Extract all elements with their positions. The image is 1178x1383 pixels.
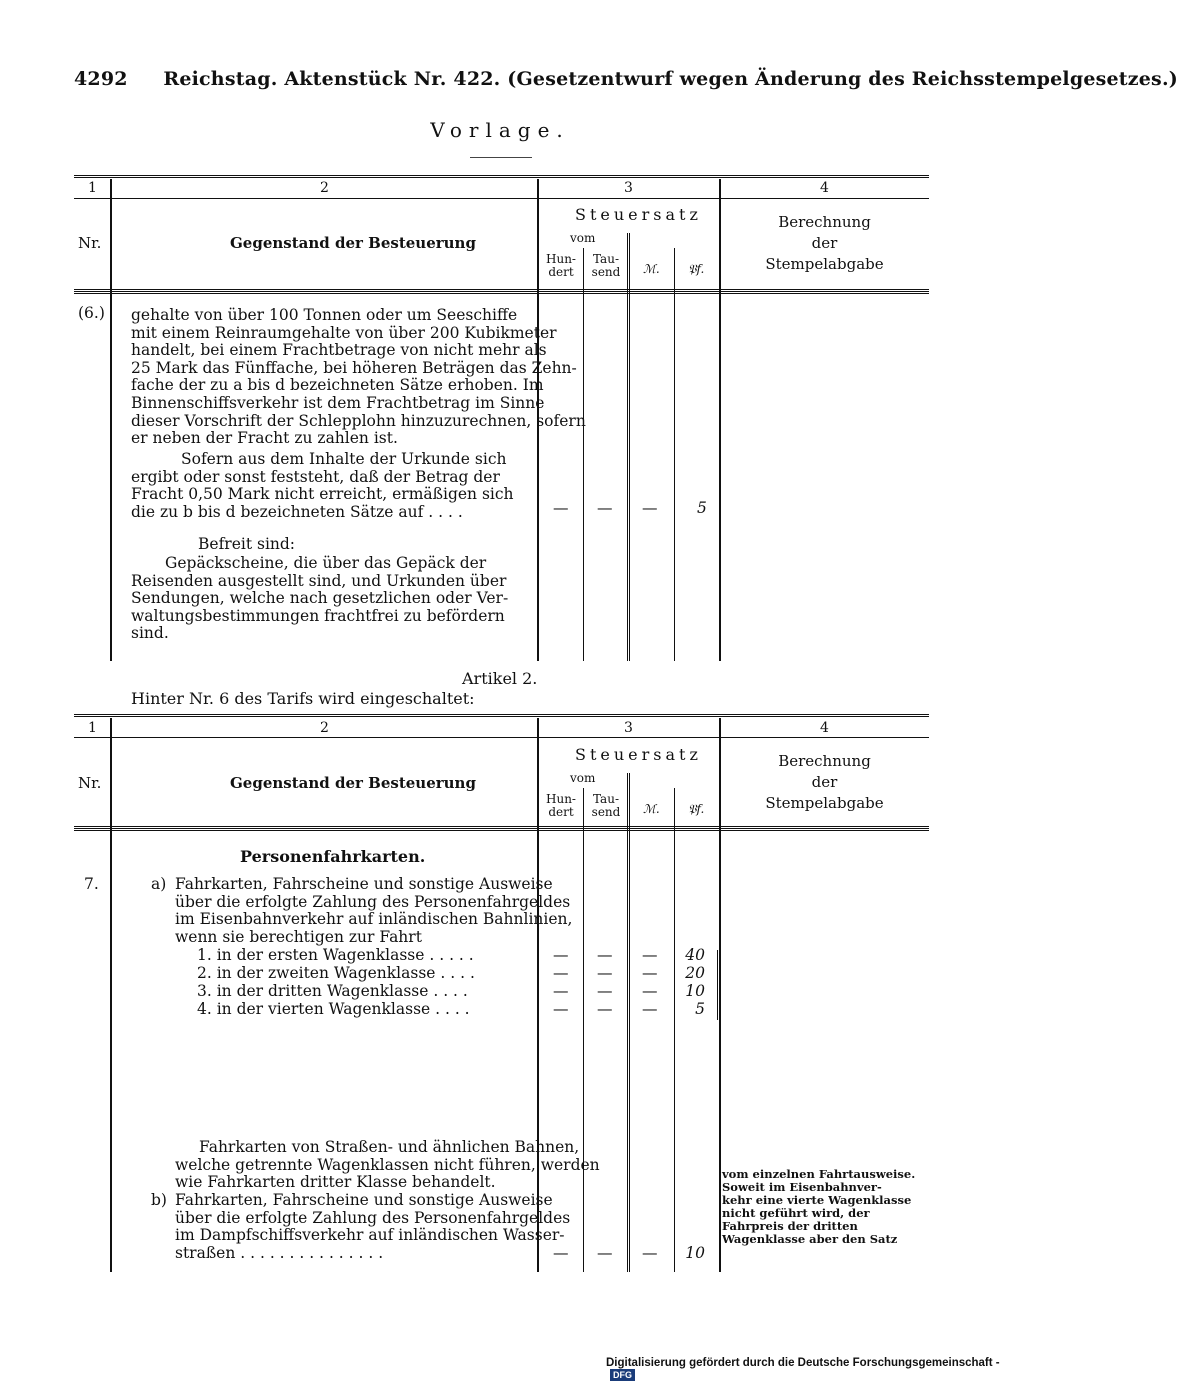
row-nr: 7. (84, 875, 99, 893)
note-text: vom einzelnen Fahrtausweise. Soweit im Eisenbahnver- kehr eine vierte Wagenklasse nicht geführt wird, der Fahrpreis der dritten Wagenklasse aber den Satz (722, 1167, 916, 1246)
col-pf-label: 𝔓f. (688, 262, 705, 276)
col-steuersatz-label: Steuersatz (575, 205, 702, 224)
col-4-number: 4 (820, 180, 829, 196)
item-b-text: Fahrkarten, Fahrscheine und sonstige Ausweise über die erfolgte Zahlung des Personenfahrgeldes im Dampfschiffsverkehr auf inländischen Wasser- straßen . . . . . . . . . . . . . . . (175, 1191, 571, 1262)
dfg-logo: DFG (610, 1369, 635, 1381)
col-4-number: 4 (820, 720, 829, 736)
footer-text: Digitalisierung gefördert durch die Deutsche Forschungsgemeinschaft - (606, 1357, 1000, 1369)
befreit-text: Gepäckscheine, die über das Gepäck der Reisenden ausgestellt sind, und Urkunden über Sendungen, welche nach gesetzlichen oder Ver- waltungsbestimmungen frachtfrei zu befördern sind. (131, 554, 509, 643)
text-block: gehalte von über 100 Tonnen oder um Seeschiffe mit einem Reinraumgehalte von über 200 Kubikmeter handelt, bei einem Frachtbetrage von nicht mehr als 25 Mark das Fünffache, bei höheren Beträgen das Zehn- fache der zu a bis d bezeichneten Sätze erhoben. Im Binnenschiffsverkehr ist dem Frachtbetrag im Sinne dieser Vorschrift der Schlepplohn hinzuzurechnen, sofern er neben der Fracht zu zahlen ist. (131, 306, 586, 448)
rate-hundert: — (553, 1244, 569, 1262)
footer (606, 1357, 1000, 1381)
col-nr-label: Nr. (78, 234, 102, 252)
rate-tausend: — (597, 1244, 613, 1262)
rate-tausend: — (597, 499, 613, 517)
class-bracket (717, 950, 718, 1020)
header-title: Reichstag. Aktenstück Nr. 422. (Gesetzentwurf wegen Änderung des Reichsstempelgesetzes.) (163, 68, 1178, 90)
strassen-text: Fahrkarten von Straßen- und ähnlichen Bahnen, welche getrennte Wagenklassen nicht führen, werden wie Fahrkarten dritter Klasse behandelt. (175, 1138, 600, 1192)
col-nr-label: Nr. (78, 774, 102, 792)
col-vom-label: vom (570, 231, 596, 245)
befreit-title: Befreit sind: (198, 535, 296, 553)
col-hundert-label: Hun- dert (546, 792, 576, 819)
artikel-intro: Hinter Nr. 6 des Tarifs wird eingeschaltet: (131, 689, 475, 708)
col-2-number: 2 (320, 180, 329, 196)
rate-pf: 5 (697, 499, 707, 517)
col-1-number: 1 (88, 180, 97, 196)
col-tausend-label: Tau- send (591, 792, 621, 819)
col-2-number: 2 (320, 720, 329, 736)
page-number: 4292 (74, 68, 128, 90)
section-title: Vorlage. (430, 118, 570, 142)
col-berechnung-label: Berechnung der Stempelabgabe (765, 213, 884, 273)
rate-pf: 10 (685, 1244, 705, 1262)
col-tausend-label: Tau- send (591, 252, 621, 279)
col-3-number: 3 (624, 180, 633, 196)
item-a-label: a) (151, 875, 167, 893)
col-pf-label: 𝔓f. (688, 802, 705, 816)
title-rule (470, 157, 532, 158)
page-header (74, 68, 1178, 90)
col-3-number: 3 (624, 720, 633, 736)
table1-top-rule (74, 175, 929, 181)
col-vom-label: vom (570, 771, 596, 785)
col-gegenstand-label: Gegenstand der Besteuerung (230, 774, 476, 792)
artikel-title: Artikel 2. (462, 669, 538, 688)
text-block-2: Sofern aus dem Inhalte der Urkunde sich ergibt oder sonst feststeht, daß der Betrag der Fracht 0,50 Mark nicht erreicht, ermäßigen sich die zu b bis d bezeichneten Sätze auf . . . . (131, 450, 514, 521)
col-steuersatz-label: Steuersatz (575, 745, 702, 764)
col-berechnung-label: Berechnung der Stempelabgabe (765, 752, 884, 812)
rate-hundert: — (553, 499, 569, 517)
col-mark-label: ℳ. (643, 802, 660, 816)
col-hundert-label: Hun- dert (546, 252, 576, 279)
rate-mark: — (642, 1244, 658, 1262)
col-1-number: 1 (88, 720, 97, 736)
section-heading: Personenfahrkarten. (240, 847, 426, 866)
row-nr: (6.) (78, 304, 105, 322)
rate-mark: — (642, 499, 658, 517)
col-mark-label: ℳ. (643, 262, 660, 276)
item-b-label: b) (151, 1191, 167, 1209)
item-a-text: Fahrkarten, Fahrscheine und sonstige Ausweise über die erfolgte Zahlung des Personenfahrgeldes im Eisenbahnverkehr auf inländischen Bahnlinien, wenn sie berechtigen zur Fahrt (175, 875, 573, 946)
col-gegenstand-label: Gegenstand der Besteuerung (230, 234, 476, 252)
